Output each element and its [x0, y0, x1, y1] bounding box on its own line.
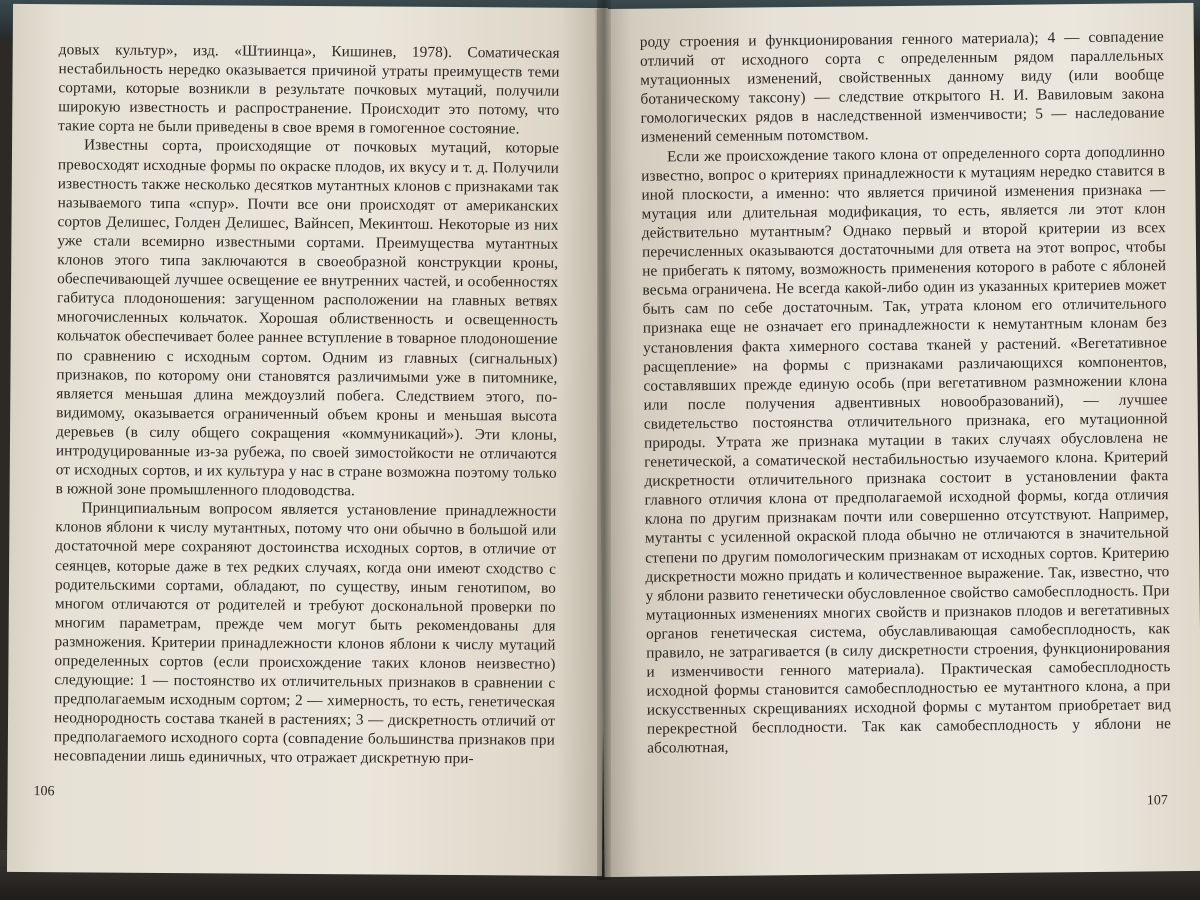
left-page-text	[54, 40, 560, 769]
right-page-text	[640, 27, 1172, 758]
paragraph: Известны сорта, происходящие от почковых мутаций, которые превосходят исходные формы по окраске плодов, их вкусу и т. д. Получили известность также несколько десятков мутантных клонов с признаками так называемого типа «спур». Почти все они происходят от американских сортов Делишес, Голден Делишес, Вайнсеп, Мекинтош. Некоторые из них уже стали всемирно известными сортами. Преимущества мутантных клонов этого типа заключаются в своеобразной конструкции кроны, обеспечивающей лучшее освещение ее внутренних частей, и особенностях габитуса плодоношения: загущенном расположении на главных ветвях многочисленных кольчаток. Хорошая облиственность и освещенность кольчаток обеспечивает более раннее вступление в товарное плодоношение по сравнению с исходным сортом. Одним из главных (сигнальных) признаков, по которому они становятся различимыми уже в питомнике, является меньшая длина междоузлий побега. Следствием этого, по-видимому, оказывается ограниченный объем кроны и меньшая высота деревьев (в силу общего сокращения «коммуникаций»). Эти клоны, интродуцированные из-за рубежа, по своей зимостойкости не отличаются от исходных сортов, и их культура у нас в стране возможна поэтому только в южной зоне промышленного плодоводства.	[55, 136, 560, 500]
right-page	[595, 3, 1200, 877]
page-number: 107	[1146, 793, 1168, 809]
paragraph: Если же происхождение такого клона от определенного сорта доподлинно известно, вопрос о критериях принадлежности к мутациям нередко ставится в иной плоскости, а именно: что является причиной изменения признака — мутация или длительная модификация, то есть, является ли этот клон действительно мутантным? Однако первый и второй критерии из всех перечисленных оказываются достаточными для ответа на этот вопрос, чтобы не прибегать к пятому, возможность применения которого в работе с яблоней весьма ограничена. Не всегда какой-либо один из указанных критериев может быть сам по себе достаточным. Так, утрата клоном его отличительного признака еще не означает его принадлежности к немутантным клонам без установления факта химерного состава тканей у растений. «Вегетативное расщепление» на формы с признаками различающихся компонентов, составлявших прежде единую особь (при вегетативном размножении клона или после получения адвентивных новообразований), — лучшее свидетельство постоянства отличительного признака, его мутационной природы. Утрата же признака мутации в таких случаях обусловлена не генетической, а соматической нестабильностью изучаемого клона. Критерий дискретности отличительного признака состоит в установлении факта главного отличия клона от предполагаемой исходной формы, когда отличия клона по другим признакам почти или совершенно отсутствуют. Например, мутанты с усиленной окраской плода обычно не отличаются в значительной степени по другим помологическим признакам от исходных сортов. Критерию дискретности можно придать и количественное выражение. Так, известно, что у яблони развито генетически обусловленное свойство самобесплодность. При мутационных изменениях многих свойств и признаков плодов и вегетативных органов генетическая система, обуславливающая самобесплодность, как правило, не затрагивается (в силу дискретности строения, функционирования и изменчивости генного материала). Практическая самобесплодность исходной формы становится самобесплодностью ее мутантного клона, а при искусственных скрещиваниях исходной формы с мутантом приобретает вид перекрестной бесплодности. Так как самобесплодность у яблони не абсолютная,	[641, 142, 1172, 758]
paragraph: довых культур», изд. «Штиинца», Кишинев, 1978). Соматическая нестабильность нередко оказывается причиной утраты преимуществ теми сортами, которые возникли в результате почковых мутаций, получили широкую известность и распространение. Происходит это потому, что такие сорта не были приведены в свое время в гомогенное состояние.	[58, 41, 560, 138]
book-spine-shadow	[597, 0, 611, 880]
paragraph: роду строения и функционирования генного материала); 4 — совпадение отличий от исходного сорта с определенным рядом параллельных мутационных изменений, свойственных данному виду (или вообще ботаническому таксону) — следствие открытого Н. И. Вавиловым закона гомологических рядов в наследственной изменчивости; 5 — наследование изменений семенным потомством.	[639, 28, 1165, 147]
left-page	[7, 4, 608, 876]
paragraph: Принципиальным вопросом является установление принадлежности клонов яблони к числу мутантных, потому что они обычно в большой или достаточной мере сохраняют достоинства исходных сортов, в отличие от сеянцев, которые даже в тех редких случаях, когда они имеют сходство с родительскими сортами, обладают, по существу, иным генотипом, во многом отличаются от родителей и требуют доскональной проверки по многим параметрам, прежде чем могут быть рекомендованы для размножения. Критерии принадлежности клонов яблони к числу мутаций определенных сортов (если происхождение таких клонов неизвестно) следующие: 1 — постоянство их отличительных признаков в сравнении с предполагаемым исходным сортом; 2 — химерность, то есть, генетическая неоднородность состава тканей в растениях; 3 — дискретность отличий от предполагаемого исходного сорта (совпадение большинства признаков при несовпадении лишь единичных, что отражает дискретную при-	[53, 499, 557, 768]
page-number: 106	[33, 784, 55, 800]
